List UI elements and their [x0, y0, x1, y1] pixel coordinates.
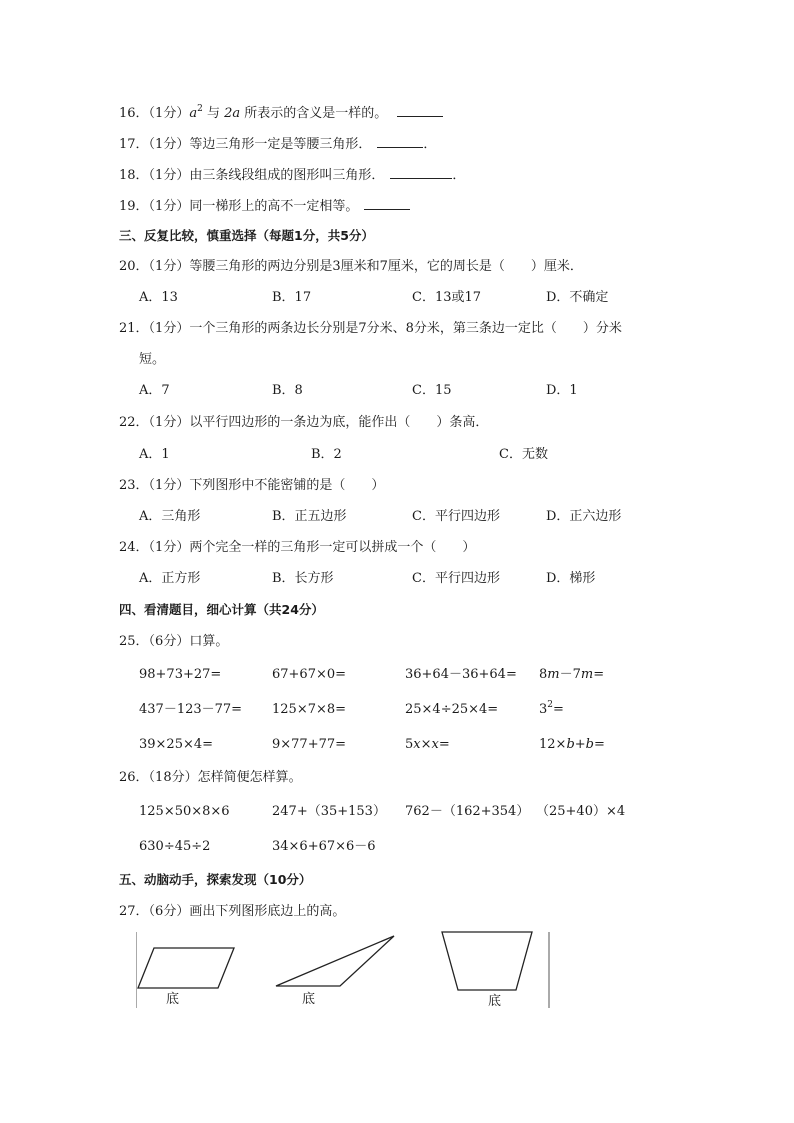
mental-calc-item: 125×7×8= [272, 702, 347, 717]
mental-calc-item: $3^2=$ [539, 700, 564, 717]
option-c[interactable]: C．13或17 [412, 290, 482, 305]
question-20: 20．（1分）等腰三角形的两边分别是3厘米和7厘米，它的周长是（ ）厘米． [119, 259, 583, 274]
mental-calc-item: 98+73+27= [139, 667, 222, 682]
option-c[interactable]: C．平行四边形 [412, 571, 500, 586]
base-label: 底 [302, 992, 316, 1007]
question-25: 25．（6分）口算。 [119, 634, 229, 649]
calc-item: 125×50×8×6 [139, 804, 230, 819]
calc-item: 247+（35+153） [272, 804, 386, 819]
answer-blank[interactable] [364, 196, 410, 210]
triangle-shape [276, 936, 394, 986]
question-22: 22．（1分）以平行四边形的一条边为底，能作出（ ）条高． [119, 415, 489, 430]
option-b[interactable]: B．长方形 [272, 571, 334, 586]
math-2a: 2a [224, 106, 241, 121]
option-c[interactable]: C．15 [412, 383, 452, 398]
base-label: 底 [488, 994, 502, 1009]
question-16: 16．（1分）$a^2$ 与 2a 所表示的含义是一样的。 [119, 103, 443, 123]
answer-blank[interactable] [377, 134, 423, 148]
math-var-a: a [189, 106, 198, 121]
option-b[interactable]: B．正五边形 [272, 509, 347, 524]
section-5-heading: 五、动脑动手，探索发现（10分） [119, 872, 312, 887]
option-c[interactable]: C．无数 [499, 447, 548, 462]
question-26: 26．（18分）怎样简便怎样算。 [119, 770, 302, 785]
option-c[interactable]: C．平行四边形 [412, 509, 500, 524]
option-b[interactable]: B．17 [272, 290, 312, 305]
option-b[interactable]: B．8 [272, 383, 303, 398]
option-a[interactable]: A．7 [139, 383, 170, 398]
question-27: 27．（6分）画出下列图形底边上的高。 [119, 904, 346, 919]
option-a[interactable]: A．正方形 [139, 571, 201, 586]
option-a[interactable]: A．1 [139, 447, 170, 462]
calc-item: （25+40）×4 [536, 804, 626, 819]
question-23: 23．（1分）下列图形中不能密铺的是（ ） [119, 478, 385, 493]
question-24: 24．（1分）两个完全一样的三角形一定可以拼成一个（ ） [119, 540, 476, 555]
section-3-heading: 三、反复比较，慎重选择（每题1分，共5分） [119, 228, 374, 243]
option-d[interactable]: D．梯形 [546, 571, 596, 586]
mental-calc-item: 437－123－77= [139, 702, 243, 717]
option-d[interactable]: D．正六边形 [546, 509, 622, 524]
mental-calc-item: 5x×x= [405, 737, 450, 752]
calc-item: 630÷45÷2 [139, 839, 211, 854]
base-label: 底 [166, 992, 180, 1007]
option-a[interactable]: A．三角形 [139, 509, 201, 524]
mental-calc-item: 39×25×4= [139, 737, 214, 752]
section-4-heading: 四、看清题目，细心计算（共24分） [119, 602, 324, 617]
calc-item: 762－（162+354） [405, 804, 530, 819]
option-d[interactable]: D．不确定 [546, 290, 609, 305]
trapezoid-shape [442, 932, 532, 990]
option-a[interactable]: A．13 [139, 290, 178, 305]
answer-blank[interactable] [397, 103, 443, 117]
question-21-continuation: 短。 [139, 352, 166, 367]
mental-calc-item: 8m－7m= [539, 667, 605, 682]
mental-calc-item: 25×4÷25×4= [405, 702, 499, 717]
answer-blank[interactable] [390, 165, 452, 179]
mental-calc-item: 36+64－36+64= [405, 667, 517, 682]
question-21: 21．（1分）一个三角形的两条边长分别是7分米、8分米，第三条边一定比（ ）分米 [119, 321, 622, 336]
parallelogram-shape [138, 948, 234, 988]
mental-calc-item: 67+67×0= [272, 667, 347, 682]
option-b[interactable]: B．2 [311, 447, 342, 462]
mental-calc-item: 9×77+77= [272, 737, 347, 752]
question-18: 18．（1分）由三条线段组成的图形叫三角形． ． [119, 165, 465, 185]
question-19: 19．（1分）同一梯形上的高不一定相等。 [119, 196, 410, 216]
option-d[interactable]: D．1 [546, 383, 578, 398]
question-17: 17．（1分）等边三角形一定是等腰三角形． ． [119, 134, 436, 154]
calc-item: 34×6+67×6－6 [272, 839, 376, 854]
mental-calc-item: 12×b+b= [539, 737, 605, 752]
